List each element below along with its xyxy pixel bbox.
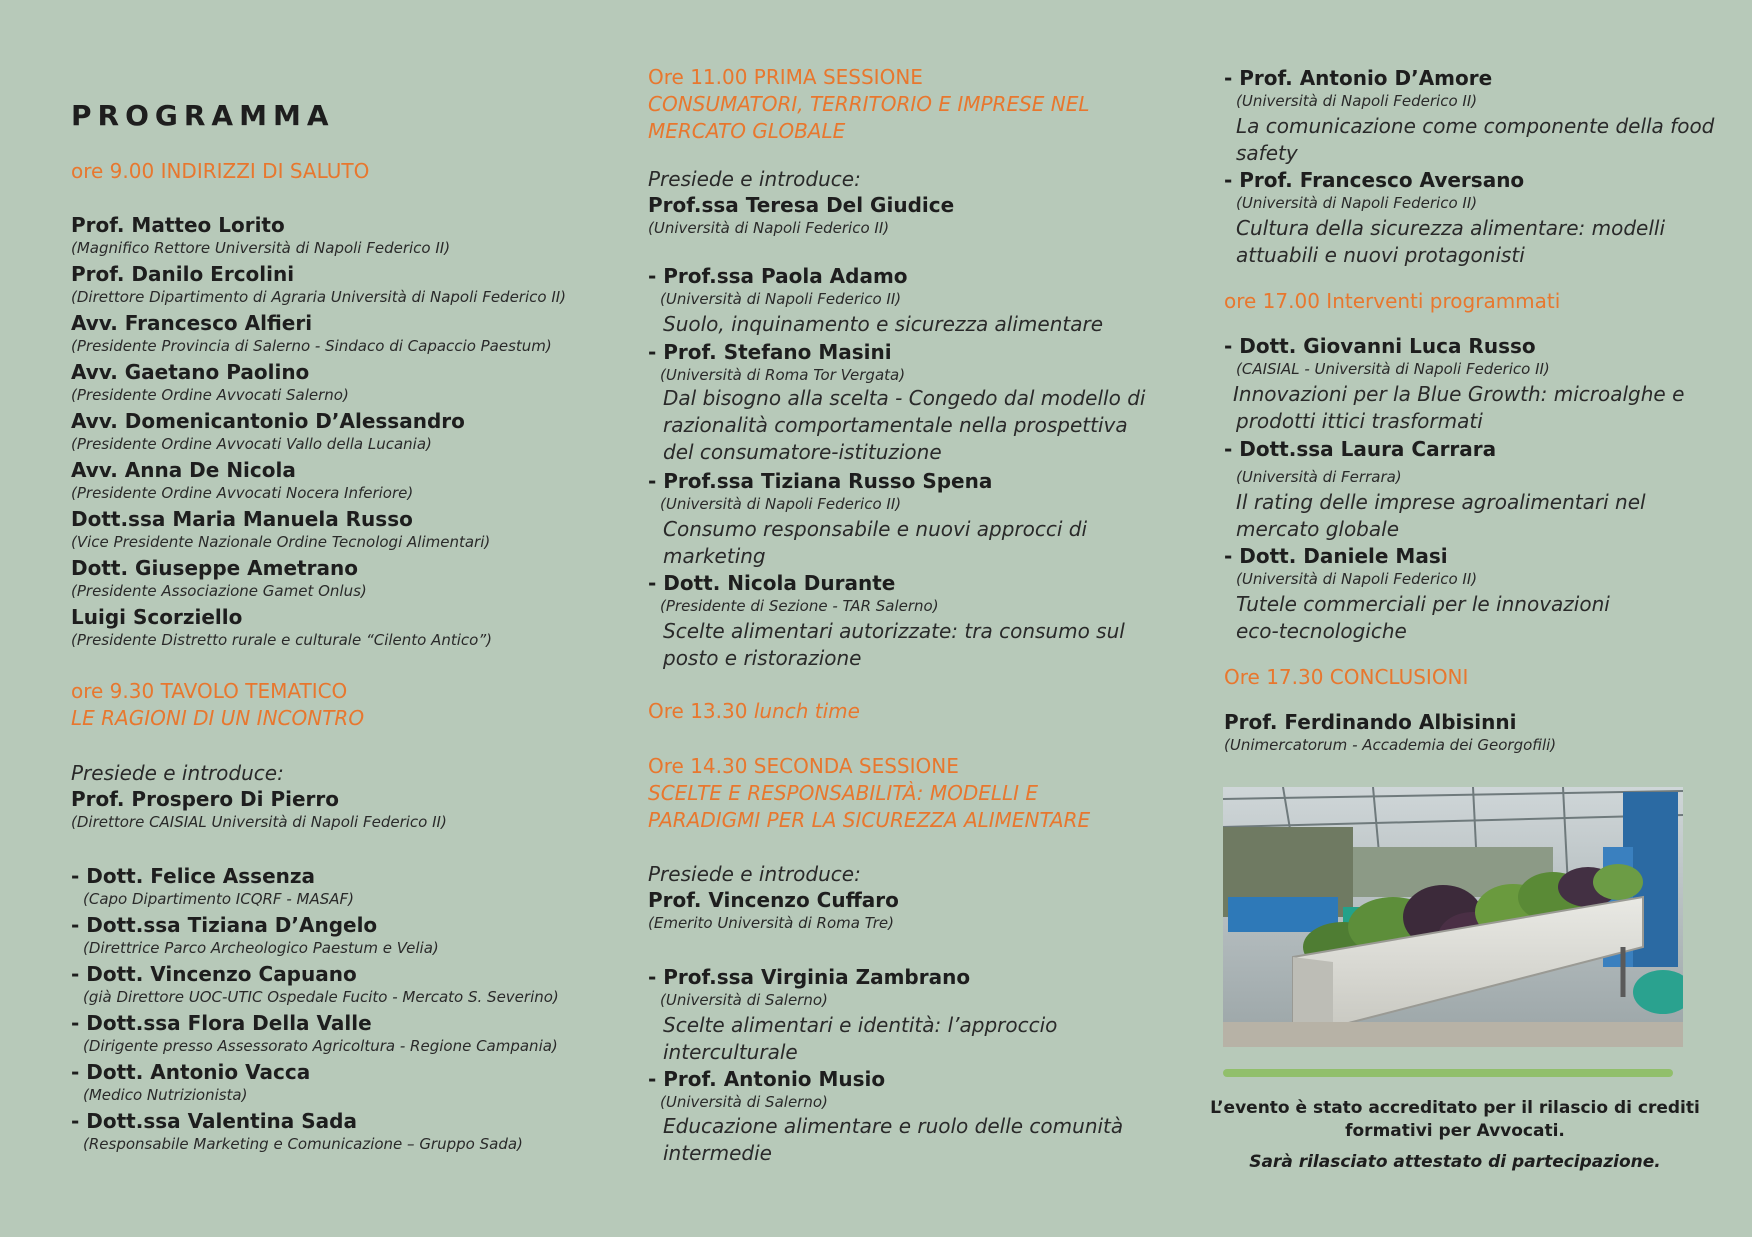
- talk-title: safety: [1236, 141, 1298, 165]
- speaker-role: (Responsabile Marketing e Comunicazione – Gruppo Sada): [83, 1135, 523, 1153]
- talk-title: attuabili e nuovi protagonisti: [1236, 243, 1525, 267]
- speaker-name: Prof. Matteo Lorito: [71, 213, 285, 237]
- talk-title: del consumatore-istituzione: [663, 440, 942, 464]
- talk-title: Il rating delle imprese agroalimentari nel: [1236, 490, 1646, 514]
- speaker-name: - Dott. Vincenzo Capuano: [71, 962, 357, 986]
- lunch-line: [648, 698, 860, 725]
- session-subtitle: MERCATO GLOBALE: [648, 119, 846, 143]
- speaker-name: - Prof. Antonio D’Amore: [1224, 66, 1493, 90]
- session-header-tavolo: ore 9.30 TAVOLO TEMATICO: [71, 679, 348, 703]
- speaker-role: (Università di Napoli Federico II): [1236, 194, 1478, 212]
- talk-title: interculturale: [663, 1040, 798, 1064]
- attendance-note: Sarà rilasciato attestato di partecipazione.: [1249, 1152, 1661, 1172]
- talk-title: La comunicazione come componente della food: [1236, 114, 1715, 138]
- talk-title: prodotti ittici trasformati: [1236, 409, 1483, 433]
- chair-label: Presiede e introduce:: [648, 862, 861, 886]
- lunch-label: lunch time: [753, 699, 860, 723]
- talk-title: Dal bisogno alla scelta - Congedo dal modello di: [663, 386, 1146, 410]
- session-header-prima: Ore 11.00 PRIMA SESSIONE: [648, 65, 923, 89]
- speaker-role: (Università di Napoli Federico II): [1236, 570, 1478, 588]
- speaker-name: - Prof.ssa Paola Adamo: [648, 264, 908, 288]
- speaker-name: Avv. Domenicantonio D’Alessandro: [71, 409, 465, 433]
- speaker-name: - Prof. Stefano Masini: [648, 340, 892, 364]
- accreditation-note: formativi per Avvocati.: [1345, 1121, 1565, 1141]
- speaker-role: (Magnifico Rettore Università di Napoli Federico II): [71, 239, 451, 257]
- speaker-name: - Prof. Antonio Musio: [648, 1067, 886, 1091]
- chair-role: (Direttore CAISIAL Università di Napoli Federico II): [71, 813, 447, 831]
- chair-label: Presiede e introduce:: [71, 761, 284, 785]
- session-subtitle: CONSUMATORI, TERRITORIO E IMPRESE NEL: [648, 92, 1090, 116]
- speaker-role: (Università di Salerno): [660, 1093, 828, 1111]
- talk-title: Innovazioni per la Blue Growth: microalghe e: [1233, 382, 1685, 406]
- speaker-name: Prof. Ferdinando Albisinni: [1224, 710, 1517, 734]
- chair-role: (Emerito Università di Roma Tre): [648, 914, 894, 932]
- talk-title: Consumo responsabile e nuovi approcci di: [663, 517, 1088, 541]
- chair-name: Prof.ssa Teresa Del Giudice: [648, 193, 955, 217]
- speaker-name: - Dott.ssa Valentina Sada: [71, 1109, 357, 1133]
- talk-title: razionalità comportamentale nella prospettiva: [663, 413, 1128, 437]
- speaker-role: (Direttore Dipartimento di Agraria Università di Napoli Federico II): [71, 288, 567, 306]
- talk-title: Educazione alimentare e ruolo delle comunità: [663, 1114, 1124, 1138]
- speaker-name: Dott. Giuseppe Ametrano: [71, 556, 358, 580]
- speaker-name: - Dott.ssa Flora Della Valle: [71, 1011, 372, 1035]
- talk-title: marketing: [663, 544, 766, 568]
- session-header-interventi: ore 17.00 Interventi programmati: [1224, 289, 1561, 313]
- speaker-role: (Presidente Distretto rurale e culturale “Cilento Antico”): [71, 631, 492, 649]
- session-subtitle: SCELTE E RESPONSABILITÀ: MODELLI E: [648, 781, 1039, 805]
- speaker-name: Dott.ssa Maria Manuela Russo: [71, 507, 413, 531]
- talk-title: Scelte alimentari e identità: l’approccio: [663, 1013, 1058, 1037]
- session-header-seconda: Ore 14.30 SECONDA SESSIONE: [648, 754, 959, 778]
- chair-role: (Università di Napoli Federico II): [648, 219, 890, 237]
- speaker-name: - Prof.ssa Virginia Zambrano: [648, 965, 971, 989]
- speaker-role: (Università di Napoli Federico II): [1236, 92, 1478, 110]
- session-subtitle: PARADIGMI PER LA SICUREZZA ALIMENTARE: [648, 808, 1091, 832]
- chair-label: Presiede e introduce:: [648, 167, 861, 191]
- session-header-conclusioni: Ore 17.30 CONCLUSIONI: [1224, 665, 1469, 689]
- speaker-name: - Dott. Antonio Vacca: [71, 1060, 311, 1084]
- speaker-role: (Medico Nutrizionista): [83, 1086, 248, 1104]
- chair-name: Prof. Vincenzo Cuffaro: [648, 888, 899, 912]
- accreditation-note: L’evento è stato accreditato per il rilascio di crediti: [1210, 1098, 1700, 1118]
- greenhouse-planter-photo: [1223, 787, 1683, 1047]
- speaker-role: (Università di Ferrara): [1236, 468, 1402, 486]
- talk-title: mercato globale: [1236, 517, 1399, 541]
- talk-title: Cultura della sicurezza alimentare: modelli: [1236, 216, 1666, 240]
- speaker-role: (Unimercatorum - Accademia dei Georgofili): [1224, 736, 1557, 754]
- speaker-role: (Università di Napoli Federico II): [660, 290, 902, 308]
- speaker-role: (già Direttore UOC-UTIC Ospedale Fucito - Mercato S. Severino): [83, 988, 559, 1006]
- page-title: PROGRAMMA: [71, 99, 335, 132]
- talk-title: eco-tecnologiche: [1236, 619, 1407, 643]
- speaker-role: (Direttrice Parco Archeologico Paestum e Velia): [83, 939, 439, 957]
- speaker-role: (Università di Napoli Federico II): [660, 495, 902, 513]
- speaker-name: - Dott. Felice Assenza: [71, 864, 316, 888]
- speaker-name: Avv. Anna De Nicola: [71, 458, 296, 482]
- speaker-role: (Presidente Ordine Avvocati Vallo della Lucania): [71, 435, 432, 453]
- speaker-name: - Dott.ssa Tiziana D’Angelo: [71, 913, 378, 937]
- speaker-role: (Presidente Ordine Avvocati Salerno): [71, 386, 349, 404]
- speaker-role: (Presidente di Sezione - TAR Salerno): [660, 597, 939, 615]
- chair-name: Prof. Prospero Di Pierro: [71, 787, 340, 811]
- speaker-role: (Dirigente presso Assessorato Agricoltura - Regione Campania): [83, 1037, 558, 1055]
- speaker-role: (CAISIAL - Università di Napoli Federico II): [1236, 360, 1550, 378]
- speaker-name: - Prof. Francesco Aversano: [1224, 168, 1525, 192]
- speaker-role: (Capo Dipartimento ICQRF - MASAF): [83, 890, 354, 908]
- speaker-role: (Università di Salerno): [660, 991, 828, 1009]
- speaker-name: - Dott. Giovanni Luca Russo: [1224, 334, 1536, 358]
- speaker-name: Avv. Francesco Alfieri: [71, 311, 313, 335]
- session-subtitle: LE RAGIONI DI UN INCONTRO: [71, 706, 365, 730]
- speaker-name: Avv. Gaetano Paolino: [71, 360, 310, 384]
- speaker-name: - Dott. Daniele Masi: [1224, 544, 1448, 568]
- speaker-role: (Presidente Ordine Avvocati Nocera Inferiore): [71, 484, 414, 502]
- speaker-name: - Dott. Nicola Durante: [648, 571, 896, 595]
- talk-title: Suolo, inquinamento e sicurezza alimentare: [663, 312, 1104, 336]
- speaker-role: (Vice Presidente Nazionale Ordine Tecnologi Alimentari): [71, 533, 491, 551]
- speaker-name: - Prof.ssa Tiziana Russo Spena: [648, 469, 993, 493]
- speaker-role: (Presidente Associazione Gamet Onlus): [71, 582, 367, 600]
- talk-title: posto e ristorazione: [663, 646, 862, 670]
- decorative-brush-stroke: [1223, 1069, 1673, 1077]
- lunch-prefix: Ore 13.30: [648, 699, 754, 723]
- speaker-role: (Università di Roma Tor Vergata): [660, 366, 906, 384]
- talk-title: Scelte alimentari autorizzate: tra consumo sul: [663, 619, 1125, 643]
- speaker-name: Prof. Danilo Ercolini: [71, 262, 295, 286]
- session-header-saluto: ore 9.00 INDIRIZZI DI SALUTO: [71, 159, 370, 183]
- speaker-role: (Presidente Provincia di Salerno - Sindaco di Capaccio Paestum): [71, 337, 552, 355]
- talk-title: intermedie: [663, 1141, 772, 1165]
- speaker-name: - Dott.ssa Laura Carrara: [1224, 437, 1497, 461]
- speaker-name: Luigi Scorziello: [71, 605, 243, 629]
- talk-title: Tutele commerciali per le innovazioni: [1236, 592, 1610, 616]
